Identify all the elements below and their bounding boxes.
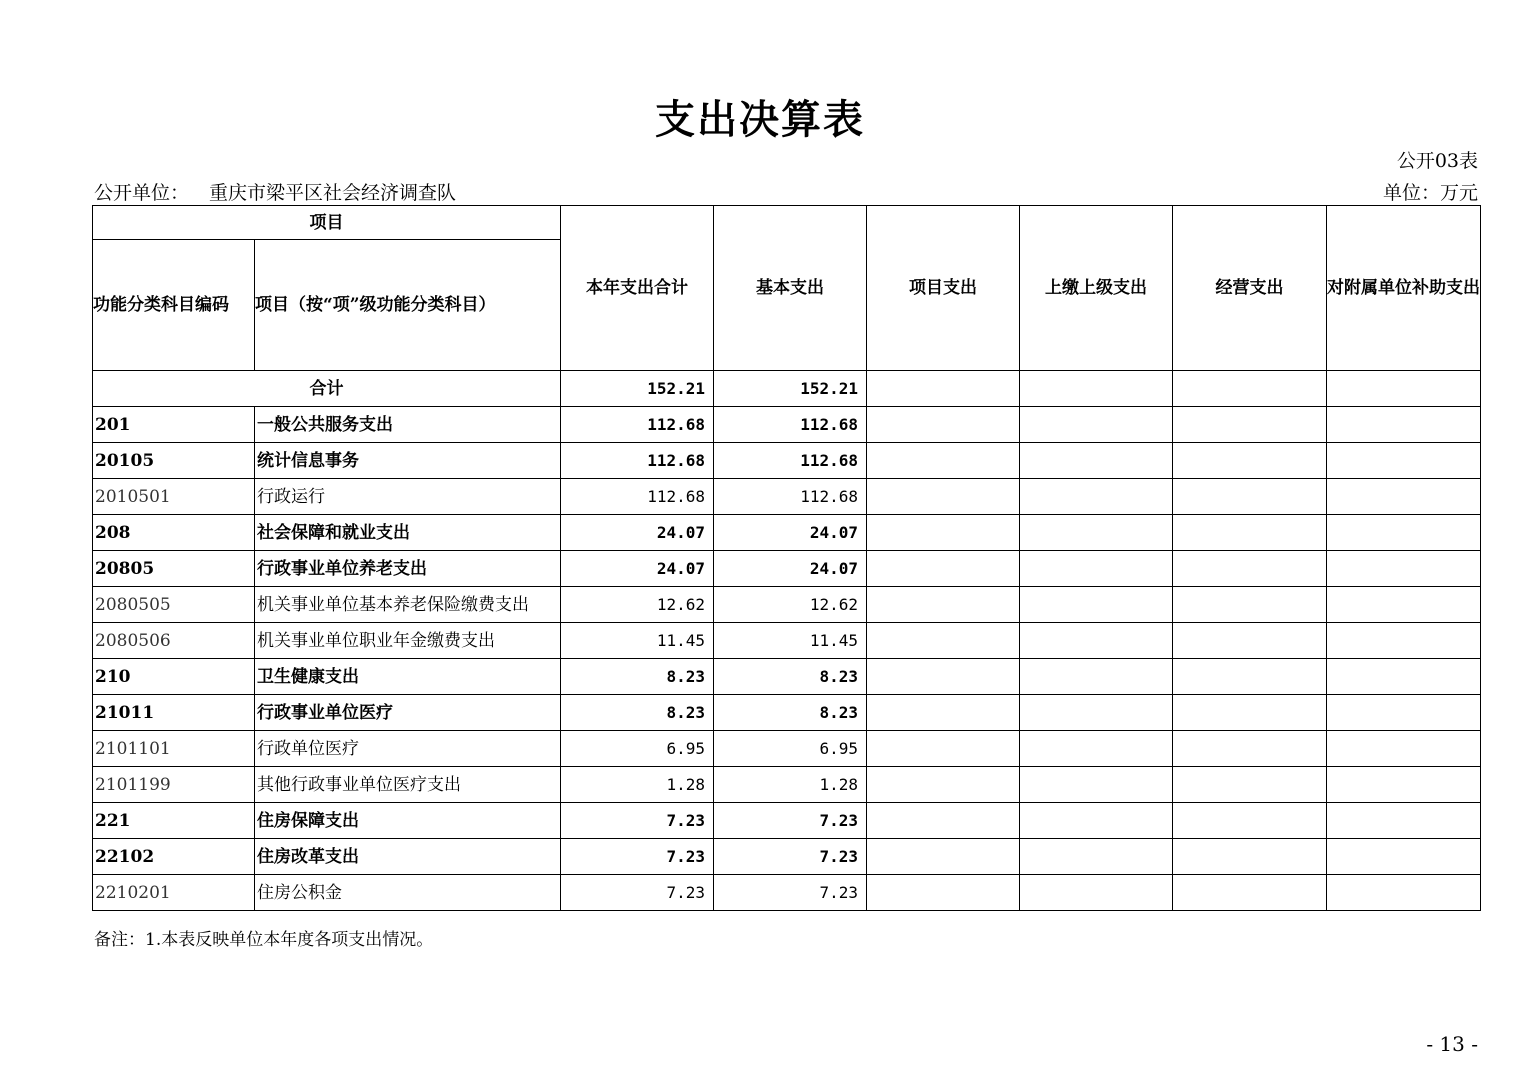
cell-empty bbox=[1173, 695, 1327, 731]
row-item-name: 统计信息事务 bbox=[255, 443, 561, 479]
row-code: 210 bbox=[93, 659, 255, 695]
cell-empty bbox=[1173, 551, 1327, 587]
row-item-name: 机关事业单位基本养老保险缴费支出 bbox=[255, 587, 561, 623]
cell-empty bbox=[1020, 587, 1173, 623]
cell-empty bbox=[1020, 371, 1173, 407]
row-basic: 1.28 bbox=[714, 767, 867, 803]
row-code: 201 bbox=[93, 407, 255, 443]
row-total: 8.23 bbox=[561, 659, 714, 695]
row-item-name: 一般公共服务支出 bbox=[255, 407, 561, 443]
header-business: 经营支出 bbox=[1173, 206, 1327, 371]
cell-empty bbox=[1327, 803, 1481, 839]
row-basic: 6.95 bbox=[714, 731, 867, 767]
cell-empty bbox=[867, 803, 1020, 839]
total-amount: 152.21 bbox=[561, 371, 714, 407]
cell-empty bbox=[1173, 803, 1327, 839]
row-basic: 7.23 bbox=[714, 875, 867, 911]
cell-empty bbox=[1327, 407, 1481, 443]
cell-empty bbox=[1327, 515, 1481, 551]
table-row bbox=[93, 659, 1481, 695]
cell-empty bbox=[1327, 443, 1481, 479]
row-basic: 8.23 bbox=[714, 659, 867, 695]
total-label: 合计 bbox=[93, 371, 561, 407]
cell-empty bbox=[1327, 371, 1481, 407]
cell-empty bbox=[1173, 515, 1327, 551]
row-item-name: 行政事业单位医疗 bbox=[255, 695, 561, 731]
cell-empty bbox=[1327, 587, 1481, 623]
table-row bbox=[93, 839, 1481, 875]
header-total: 本年支出合计 bbox=[561, 206, 714, 371]
cell-empty bbox=[1020, 443, 1173, 479]
cell-empty bbox=[1020, 803, 1173, 839]
currency-unit: 单位：万元 bbox=[1382, 182, 1478, 204]
cell-empty bbox=[867, 767, 1020, 803]
row-basic: 7.23 bbox=[714, 839, 867, 875]
table-row bbox=[93, 551, 1481, 587]
cell-empty bbox=[867, 371, 1020, 407]
cell-empty bbox=[1020, 479, 1173, 515]
reporting-unit-value: 重庆市梁平区社会经济调查队 bbox=[209, 182, 457, 204]
row-item-name: 行政事业单位养老支出 bbox=[255, 551, 561, 587]
row-code: 2080505 bbox=[93, 587, 255, 623]
row-code: 20805 bbox=[93, 551, 255, 587]
row-item-name: 住房改革支出 bbox=[255, 839, 561, 875]
cell-empty bbox=[867, 407, 1020, 443]
cell-empty bbox=[1173, 587, 1327, 623]
row-code: 2210201 bbox=[93, 875, 255, 911]
cell-empty bbox=[1020, 407, 1173, 443]
table-row bbox=[93, 695, 1481, 731]
footnote: 备注：1.本表反映单位本年度各项支出情况。 bbox=[94, 930, 434, 950]
table-row bbox=[93, 587, 1481, 623]
cell-empty bbox=[867, 551, 1020, 587]
cell-empty bbox=[867, 515, 1020, 551]
header-code: 功能分类科目编码 bbox=[93, 240, 255, 371]
row-total: 112.68 bbox=[561, 407, 714, 443]
table-row bbox=[93, 875, 1481, 911]
table-row bbox=[93, 515, 1481, 551]
row-total: 24.07 bbox=[561, 515, 714, 551]
row-total: 11.45 bbox=[561, 623, 714, 659]
expenditure-table bbox=[92, 205, 1481, 911]
cell-empty bbox=[1173, 623, 1327, 659]
row-total: 7.23 bbox=[561, 803, 714, 839]
cell-empty bbox=[867, 443, 1020, 479]
cell-empty bbox=[1020, 875, 1173, 911]
cell-empty bbox=[867, 587, 1020, 623]
row-code: 22102 bbox=[93, 839, 255, 875]
row-basic: 112.68 bbox=[714, 443, 867, 479]
cell-empty bbox=[867, 479, 1020, 515]
cell-empty bbox=[1327, 767, 1481, 803]
table-row bbox=[93, 731, 1481, 767]
row-code: 2010501 bbox=[93, 479, 255, 515]
row-code: 221 bbox=[93, 803, 255, 839]
table-row bbox=[93, 623, 1481, 659]
row-total: 7.23 bbox=[561, 839, 714, 875]
row-basic: 8.23 bbox=[714, 695, 867, 731]
cell-empty bbox=[1173, 443, 1327, 479]
cell-empty bbox=[1327, 479, 1481, 515]
cell-empty bbox=[1173, 371, 1327, 407]
cell-empty bbox=[1327, 839, 1481, 875]
cell-empty bbox=[867, 623, 1020, 659]
reporting-unit bbox=[94, 178, 456, 205]
cell-empty bbox=[1173, 875, 1327, 911]
cell-empty bbox=[1020, 767, 1173, 803]
page-title: 支出决算表 bbox=[655, 96, 865, 143]
form-number: 公开03表 bbox=[1396, 150, 1478, 172]
row-basic: 24.07 bbox=[714, 551, 867, 587]
cell-empty bbox=[1327, 623, 1481, 659]
row-code: 21011 bbox=[93, 695, 255, 731]
cell-empty bbox=[1020, 551, 1173, 587]
row-total: 6.95 bbox=[561, 731, 714, 767]
cell-empty bbox=[1020, 731, 1173, 767]
row-basic: 11.45 bbox=[714, 623, 867, 659]
row-code: 2080506 bbox=[93, 623, 255, 659]
cell-empty bbox=[1327, 659, 1481, 695]
row-total: 24.07 bbox=[561, 551, 714, 587]
row-basic: 7.23 bbox=[714, 803, 867, 839]
row-basic: 24.07 bbox=[714, 515, 867, 551]
total-row bbox=[93, 371, 1481, 407]
cell-empty bbox=[1327, 875, 1481, 911]
cell-empty bbox=[1173, 659, 1327, 695]
cell-empty bbox=[1327, 551, 1481, 587]
row-total: 7.23 bbox=[561, 875, 714, 911]
header-subsidy: 对附属单位补助支出 bbox=[1327, 206, 1481, 371]
row-basic: 112.68 bbox=[714, 407, 867, 443]
cell-empty bbox=[867, 731, 1020, 767]
row-basic: 12.62 bbox=[714, 587, 867, 623]
row-code: 20105 bbox=[93, 443, 255, 479]
cell-empty bbox=[1173, 767, 1327, 803]
cell-empty bbox=[867, 695, 1020, 731]
row-code: 208 bbox=[93, 515, 255, 551]
row-code: 2101101 bbox=[93, 731, 255, 767]
cell-empty bbox=[1020, 659, 1173, 695]
header-upper-level: 上缴上级支出 bbox=[1020, 206, 1173, 371]
cell-empty bbox=[1327, 731, 1481, 767]
table-row bbox=[93, 767, 1481, 803]
row-total: 112.68 bbox=[561, 479, 714, 515]
row-item-name: 住房保障支出 bbox=[255, 803, 561, 839]
total-basic: 152.21 bbox=[714, 371, 867, 407]
row-item-name: 机关事业单位职业年金缴费支出 bbox=[255, 623, 561, 659]
row-item-name: 住房公积金 bbox=[255, 875, 561, 911]
header-basic: 基本支出 bbox=[714, 206, 867, 371]
cell-empty bbox=[867, 875, 1020, 911]
table-row bbox=[93, 407, 1481, 443]
cell-empty bbox=[1173, 479, 1327, 515]
reporting-unit-label: 公开单位： bbox=[94, 182, 190, 204]
row-total: 8.23 bbox=[561, 695, 714, 731]
row-total: 112.68 bbox=[561, 443, 714, 479]
cell-empty bbox=[1020, 839, 1173, 875]
cell-empty bbox=[1173, 407, 1327, 443]
cell-empty bbox=[867, 659, 1020, 695]
header-item: 项目（按“项”级功能分类科目） bbox=[255, 240, 561, 371]
row-item-name: 行政运行 bbox=[255, 479, 561, 515]
row-item-name: 行政单位医疗 bbox=[255, 731, 561, 767]
table-row bbox=[93, 443, 1481, 479]
cell-empty bbox=[1020, 623, 1173, 659]
table-row bbox=[93, 479, 1481, 515]
row-item-name: 社会保障和就业支出 bbox=[255, 515, 561, 551]
table-row bbox=[93, 803, 1481, 839]
row-item-name: 其他行政事业单位医疗支出 bbox=[255, 767, 561, 803]
header-project-expenditure: 项目支出 bbox=[867, 206, 1020, 371]
cell-empty bbox=[1020, 515, 1173, 551]
row-code: 2101199 bbox=[93, 767, 255, 803]
row-item-name: 卫生健康支出 bbox=[255, 659, 561, 695]
page-number: - 13 - bbox=[1426, 1032, 1478, 1056]
row-total: 1.28 bbox=[561, 767, 714, 803]
cell-empty bbox=[1173, 839, 1327, 875]
cell-empty bbox=[1327, 695, 1481, 731]
header-project: 项目 bbox=[93, 206, 561, 240]
row-basic: 112.68 bbox=[714, 479, 867, 515]
cell-empty bbox=[1020, 695, 1173, 731]
row-total: 12.62 bbox=[561, 587, 714, 623]
cell-empty bbox=[867, 839, 1020, 875]
cell-empty bbox=[1173, 731, 1327, 767]
